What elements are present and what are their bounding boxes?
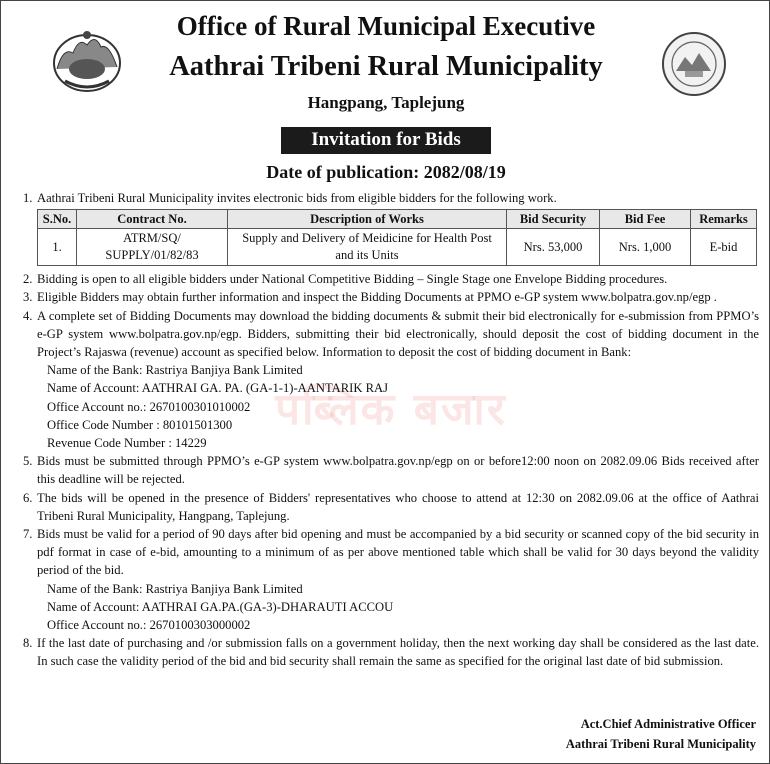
location-subtitle: Hangpang, Taplejung (307, 93, 465, 112)
col-sno-header: S.No. (38, 210, 77, 229)
cell-remarks: E-bid (691, 229, 757, 266)
cell-contract: ATRM/SQ/ SUPPLY/01/82/83 (77, 229, 228, 266)
bank-detail: Office Code Number : 80101501300 (47, 417, 233, 432)
signatory-title: Act.Chief Administrative Officer (580, 717, 756, 731)
col-contract-header: Contract No. (77, 210, 228, 229)
bank-detail: Revenue Code Number : 14229 (47, 436, 207, 451)
bank-detail: Office Account no.: 2670100301010002 (47, 399, 251, 414)
list-item: 8. If the last date of purchasing and /or submission falls on a government holiday, then the next working day shall be considered as the last date. In such case the validity period of the bid and bid security shall remain the same as specified for the original last date of bid submission. (23, 636, 759, 669)
office-title: Office of Rural Municipal Executive (176, 11, 596, 41)
cell-fee: Nrs. 1,000 (600, 229, 691, 266)
bank-detail: Name of Account: AATHRAI GA. PA. (GA-1-1)-AANTARIK RAJ (47, 381, 388, 396)
cell-security: Nrs. 53,000 (507, 229, 600, 266)
bids-table (37, 209, 757, 266)
list-item: 4. A complete set of Bidding Documents may download the bidding documents & submit their bid electronically for e-submission from PPMO’s e-GP system www.bolpatra.gov.np/egp. Bidders, submitting their bid electronically, should deposit the cost of bidding document in the Project’s Rajaswa (revenue) account as specified below. Information to deposit the cost of bidding document in Bank: Name of the Bank: Rastriya Banjiya Bank Limited Name of Account: AATHRAI GA. PA. (GA-1-1)-AANTARIK RAJ Office Account no.: 2670100301010002 Office Code Number : 80101501300 Revenue Code Number : 14229 (23, 307, 759, 453)
col-description-header: Description of Works (228, 210, 507, 229)
publication-date: Date of publication: 2082/08/19 (266, 162, 506, 182)
watermark: पब्लिक बजार (275, 384, 507, 435)
cell-sno: 1. (38, 229, 77, 266)
col-fee-header: Bid Fee (600, 210, 691, 229)
notice-body (23, 189, 759, 671)
invitation-banner: Invitation for Bids (281, 127, 491, 154)
list-item: 7. Bids must be valid for a period of 90 days after bid opening and must be accompanied by a bid security or scanned copy of the bid security in pdf format in case of e-bid, amounting to a minimum of as per above mentioned table which shall be valid for 30 days beyond the validity period of the bid. Name of the Bank: Rastriya Banjiya Bank Limited Name of Account: AATHRAI GA.PA.(GA-3)-DHARAUTI ACCOU Office Account no.: 2670100303000002 (23, 525, 759, 634)
table-row (38, 229, 757, 266)
col-remarks-header: Remarks (691, 210, 757, 229)
bank-detail: Name of Account: AATHRAI GA.PA.(GA-3)-DHARAUTI ACCOU (47, 599, 394, 614)
col-security-header: Bid Security (507, 210, 600, 229)
list-item: 5. Bids must be submitted through PPMO’s e-GP system www.bolpatra.gov.np/egp on or before12:00 noon on 2082.09.06 Bids received after this deadline will be rejected. (23, 454, 759, 487)
list-item: 3. Eligible Bidders may obtain further information and inspect the Bidding Documents at PPMO e-GP system www.bolpatra.gov.np/egp . (23, 290, 717, 305)
cell-description: Supply and Delivery of Meidicine for Health Post and its Units (228, 229, 507, 266)
list-item: 2. Bidding is open to all eligible bidders under National Competitive Bidding – Single Stage one Envelope Bidding procedures. (23, 272, 668, 287)
list-item: 1. Aathrai Tribeni Rural Municipality invites electronic bids from eligible bidders for the following work. (23, 191, 557, 205)
list-item: 6. The bids will be opened in the presence of Bidders' representatives who choose to attend at 12:30 on 2082.09.06 at the office of Aathrai Tribeni Rural Municipality, Hangpang, Taplejung. (23, 490, 759, 523)
signatory-org: Aathrai Tribeni Rural Municipality (565, 737, 756, 751)
municipality-title: Aathrai Tribeni Rural Municipality (169, 51, 603, 82)
bank-detail: Name of the Bank: Rastriya Banjiya Bank Limited (47, 363, 303, 378)
bank-detail: Name of the Bank: Rastriya Banjiya Bank Limited (47, 581, 303, 596)
bank-detail: Office Account no.: 2670100303000002 (47, 618, 251, 633)
